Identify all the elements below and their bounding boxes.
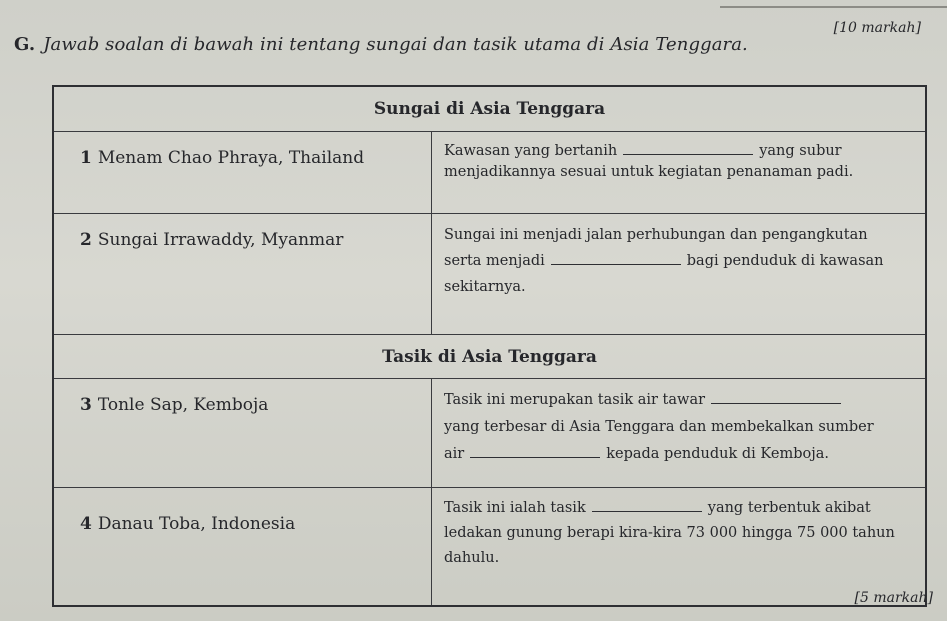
row-2-text-a: Sungai ini menjadi jalan perhubungan dan pengangkutan (444, 227, 868, 243)
row-1-text-b: yang subur (759, 143, 842, 159)
section-header-rivers (54, 87, 925, 132)
section-marks: [5 markah] (854, 590, 933, 606)
row-4-statement (432, 488, 925, 605)
top-rule (720, 6, 947, 8)
row-3-text-a: Tasik ini merupakan tasik air tawar (444, 392, 706, 408)
answer-blank-1[interactable] (623, 140, 753, 155)
question-number: G. (14, 34, 36, 55)
table-row (54, 214, 925, 335)
table-row (54, 488, 925, 605)
row-1-text-c: menjadikannya sesuai untuk kegiatan penanaman padi. (444, 164, 854, 180)
question-instruction (14, 34, 748, 55)
question-text: Jawab soalan di bawah ini tentang sungai dan tasik utama di Asia Tenggara. (43, 34, 748, 55)
row-2-text-b: serta menjadi (444, 253, 545, 269)
row-2-text-d: sekitarnya. (444, 279, 526, 295)
row-3-name: Tonle Sap, Kemboja (97, 395, 269, 415)
row-3-number: 3 (80, 395, 92, 415)
row-1-text-a: Kawasan yang bertanih (444, 143, 618, 159)
row-2-text-c: bagi penduduk di kawasan (686, 253, 884, 269)
table-row (54, 132, 925, 214)
section-header-lakes (54, 335, 925, 379)
row-3-text-d: kepada penduduk di Kemboja. (606, 446, 829, 462)
row-2-name: Sungai Irrawaddy, Myanmar (97, 230, 344, 250)
section-header-lakes-label: Tasik di Asia Tenggara (382, 347, 597, 367)
row-3-name-cell (54, 379, 432, 487)
row-2-statement (432, 214, 925, 334)
row-3-text-b: yang terbesar di Asia Tenggara dan membekalkan sumber (444, 419, 874, 435)
question-table (52, 85, 927, 607)
row-3-statement (432, 379, 925, 487)
answer-blank-2[interactable] (551, 250, 681, 265)
row-1-name-cell (54, 132, 432, 213)
row-2-name-cell (54, 214, 432, 334)
table-row (54, 379, 925, 488)
row-4-text-d: dahulu. (444, 550, 500, 566)
row-2-number: 2 (80, 230, 92, 250)
row-4-text-a: Tasik ini ialah tasik (444, 500, 586, 516)
row-4-number: 4 (80, 514, 92, 534)
row-4-text-c: ledakan gunung berapi kira-kira 73 000 hingga 75 000 tahun (444, 525, 895, 541)
section-header-rivers-label: Sungai di Asia Tenggara (373, 99, 606, 119)
row-4-text-b: yang terbentuk akibat (707, 500, 871, 516)
total-marks: [10 markah] (833, 20, 921, 36)
row-1-number: 1 (80, 148, 92, 168)
row-3-text-c: air (444, 446, 465, 462)
answer-blank-4[interactable] (470, 443, 600, 458)
answer-blank-3[interactable] (711, 389, 841, 404)
answer-blank-5[interactable] (592, 497, 702, 512)
row-4-name: Danau Toba, Indonesia (97, 514, 296, 534)
row-1-name: Menam Chao Phraya, Thailand (97, 148, 365, 168)
row-4-name-cell (54, 488, 432, 605)
row-1-statement (432, 132, 925, 213)
